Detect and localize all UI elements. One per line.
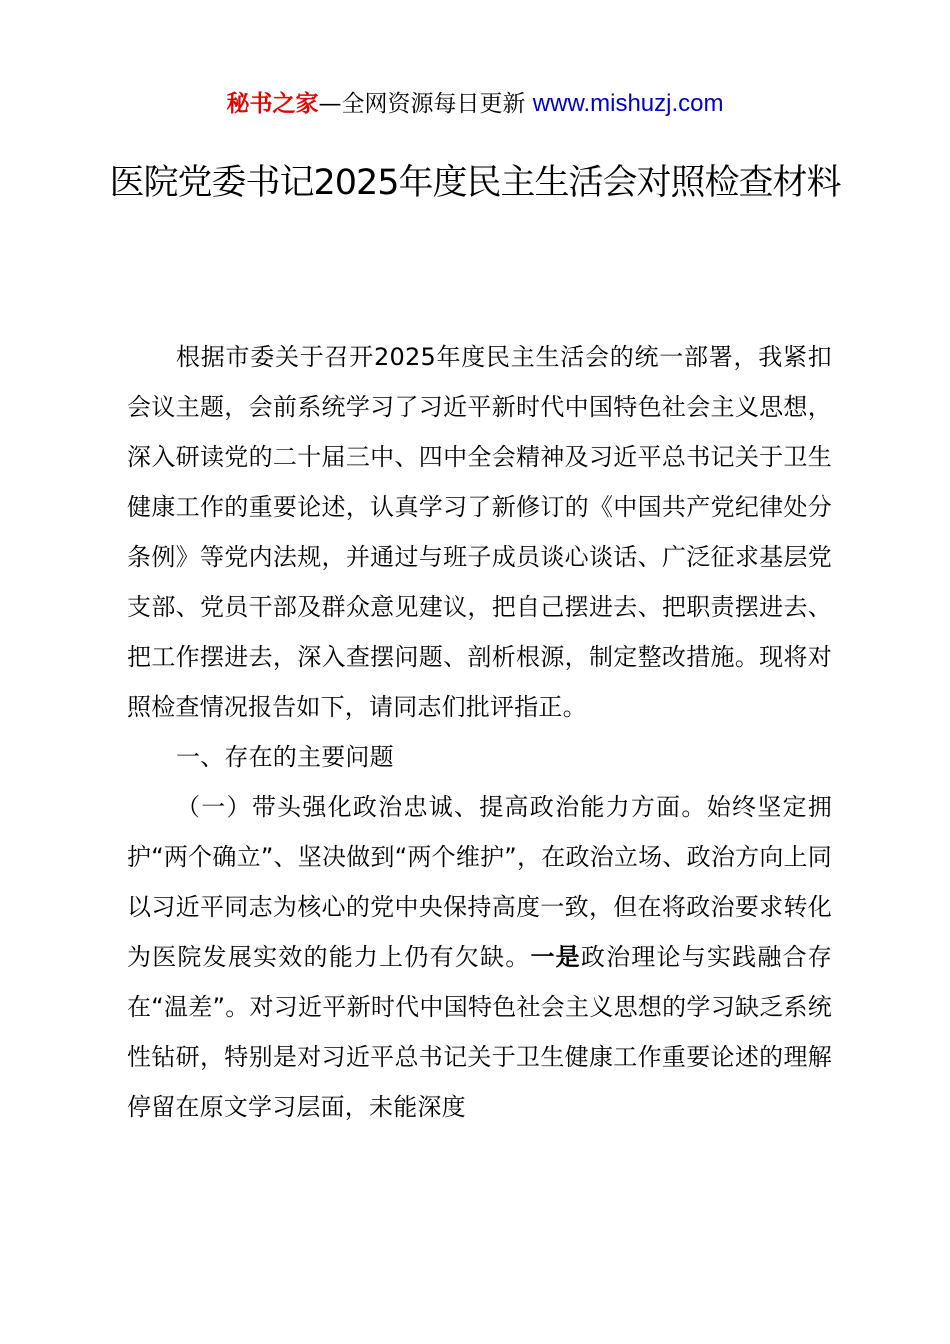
document-body xyxy=(127,332,832,1132)
slogan: —全网资源每日更新 xyxy=(318,91,526,117)
document-title: 医院党委书记2025年度民主生活会对照检查材料 xyxy=(109,163,841,203)
section-heading: 一、存在的主要问题 xyxy=(176,743,394,771)
subsection-text-b: 政治理论与实践融合存在“温差”。对习近平新时代中国特色社会主义思想的学习缺乏系统性钻研，特别是对习近平总书记关于卫生健康工作重要论述的理解停留在原文学习层面，未能深度 xyxy=(127,943,833,1121)
subsection-text-a: （一）带头强化政治忠诚、提高政治能力方面。始终坚定拥护“两个确立”、坚决做到“两个维护”，在政治立场、政治方向上同以习近平同志为核心的党中央保持高度一致，但在将政治要求转化为医院发展实效的能力上仍有欠缺。 xyxy=(127,793,832,971)
site-header xyxy=(0,86,950,122)
subsection-paragraph xyxy=(127,782,832,1132)
bold-marker: 一是 xyxy=(530,943,581,971)
intro-paragraph: 根据市委关于召开2025年度民主生活会的统一部署，我紧扣会议主题，会前系统学习了习近平新时代中国特色社会主义思想，深入研读党的二十届三中、四中全会精神及习近平总书记关于卫生健康工作的重要论述，认真学习了新修订的《中国共产党纪律处分条例》等党内法规，并通过与班子成员谈心谈话、广泛征求基层党支部、党员干部及群众意见建议，把自己摆进去、把职责摆进去、把工作摆进去，深入查摆问题、剖析根源，制定整改措施。现将对照检查情况报告如下，请同志们批评指正。 xyxy=(127,343,832,721)
brand-name: 秘书之家 xyxy=(226,91,319,117)
site-url-link[interactable]: www.mishuzj.com xyxy=(532,90,724,117)
